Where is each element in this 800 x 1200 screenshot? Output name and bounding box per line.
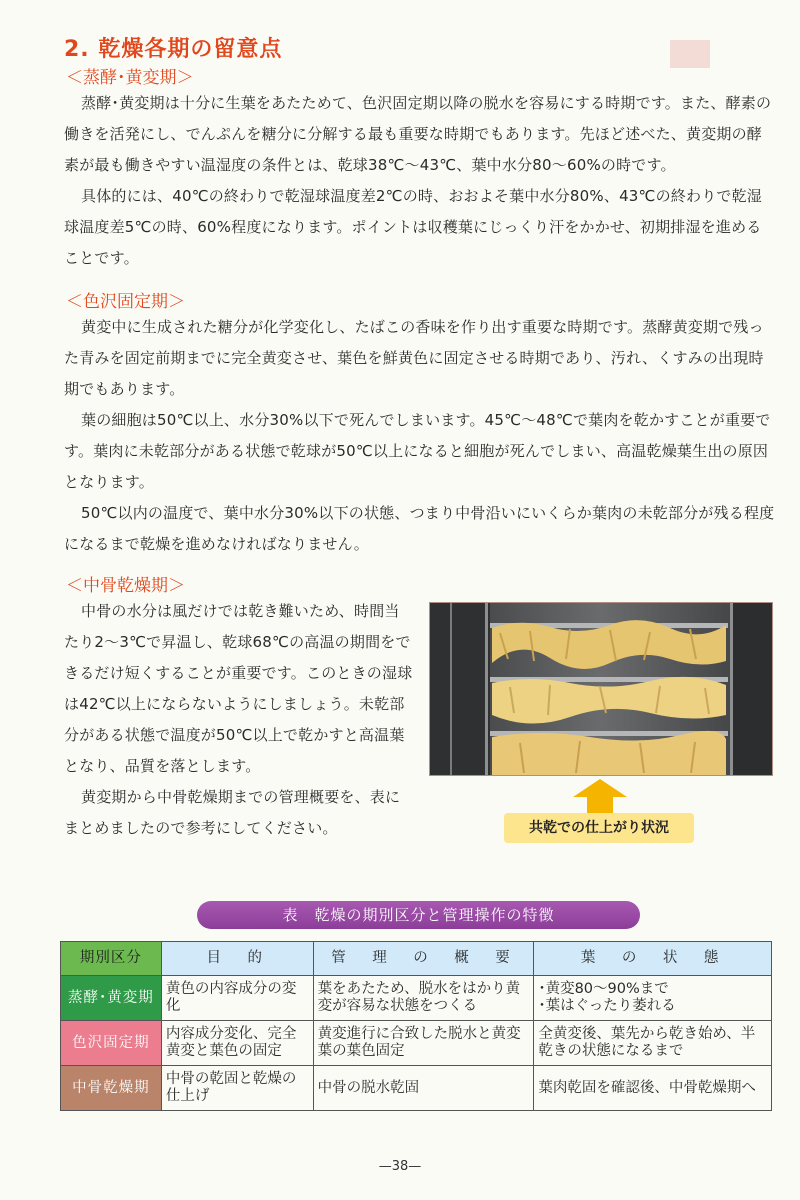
paragraph: 黄変中に生成された糖分が化学変化し、たばこの香味を作り出す重要な時期です。蒸酵黄変期で残った青みを固定前期までに完全黄変させ、葉色を鮮黄色に固定させる時期であり、汚れ、くすみの出現時期でもあります。 xyxy=(64,318,764,398)
header-purpose: 目 的 xyxy=(161,942,313,976)
row-purpose: 内容成分変化、完全黄変と葉色の固定 xyxy=(161,1021,313,1066)
page-number: —38— xyxy=(378,1159,422,1174)
drying-barn-photo xyxy=(429,602,773,776)
header-period: 期別区分 xyxy=(61,942,162,976)
section-chuukotsu-kansou-body xyxy=(64,596,414,844)
heading-shikitaku-kotei: ＜色沢固定期＞ xyxy=(66,292,185,312)
row-purpose: 中骨の乾固と乾燥の仕上げ xyxy=(161,1066,313,1111)
table-title-banner: 表 乾燥の期別区分と管理操作の特徴 xyxy=(197,901,640,929)
row-management: 葉をあたため、脱水をはかり黄変が容易な状態をつくる xyxy=(313,976,534,1021)
header-leaf-state: 葉 の 状 態 xyxy=(534,942,772,976)
paragraph: 50℃以内の温度で、葉中水分30%以下の状態、つまり中骨沿いにいくらか葉肉の未乾部分が残る程度になるまで乾燥を進めなければなりません。 xyxy=(64,504,775,553)
table-row xyxy=(61,1021,772,1066)
row-leaf-state: ･黄変80～90%まで ･葉はぐったり萎れる xyxy=(534,976,772,1021)
paragraph: 葉の細胞は50℃以上、水分30%以下で死んでしまいます。45℃～48℃で葉肉を乾かすことが重要です。葉肉に未乾部分がある状態で乾球が50℃以上になると細胞が死んでしまい、高温乾燥葉生出の原因となります。 xyxy=(64,411,771,491)
row-label: 蒸酵･黄変期 xyxy=(61,976,162,1021)
heading-jouko-ouhen: ＜蒸酵･黄変期＞ xyxy=(66,68,194,88)
photo-caption: 共乾での仕上がり状況 xyxy=(504,813,694,843)
row-leaf-state: 葉肉乾固を確認後、中骨乾燥期へ xyxy=(534,1066,772,1111)
drying-racks-illustration xyxy=(430,603,772,775)
table-row xyxy=(61,976,772,1021)
heading-chuukotsu-kansou: ＜中骨乾燥期＞ xyxy=(66,576,185,596)
paragraph: 中骨の水分は風だけでは乾き難いため、時間当たり2～3℃で昇温し、乾球68℃の高温の期間をできるだけ短くすることが重要です。このときの湿球は42℃以上にならないようにしましょう。未乾部分がある状態で温度が50℃以上で乾かすと高温葉となり、品質を落とします。 xyxy=(64,602,413,775)
up-arrow-icon xyxy=(573,779,627,815)
paragraph: 具体的には、40℃の終わりで乾湿球温度差2℃の時、おおよそ葉中水分80%、43℃の終わりで乾湿球温度差5℃の時、60%程度になります。ポイントは収穫葉にじっくり汗をかかせ、初期排湿を進めることです。 xyxy=(64,187,762,267)
row-management: 黄変進行に合致した脱水と黄変葉の葉色固定 xyxy=(313,1021,534,1066)
row-purpose: 黄色の内容成分の変化 xyxy=(161,976,313,1021)
row-label: 色沢固定期 xyxy=(61,1021,162,1066)
row-management: 中骨の脱水乾固 xyxy=(313,1066,534,1111)
header-management: 管 理 の 概 要 xyxy=(313,942,534,976)
drying-period-table xyxy=(60,941,772,1111)
section-title: 2. 乾燥各期の留意点 xyxy=(64,37,283,62)
table-row xyxy=(61,1066,772,1111)
paragraph: 黄変期から中骨乾燥期までの管理概要を、表にまとめましたので参考にしてください。 xyxy=(64,788,401,837)
corner-decoration xyxy=(670,40,710,68)
paragraph: 蒸酵･黄変期は十分に生葉をあたためて、色沢固定期以降の脱水を容易にする時期です。また、酵素の働きを活発にし、でんぷんを糖分に分解する最も重要な時期でもあります。先ほど述べた、黄変期の酵素が最も働きやすい温湿度の条件とは、乾球38℃～43℃、葉中水分80～60%の時です。 xyxy=(64,94,772,174)
row-leaf-state: 全黄変後、葉先から乾き始め、半乾きの状態になるまで xyxy=(534,1021,772,1066)
section-shikitaku-kotei-body xyxy=(64,312,776,560)
row-label: 中骨乾燥期 xyxy=(61,1066,162,1111)
table-header-row xyxy=(61,942,772,976)
up-arrow-shape xyxy=(573,779,627,815)
section-jouko-ouhen-body xyxy=(64,88,776,274)
